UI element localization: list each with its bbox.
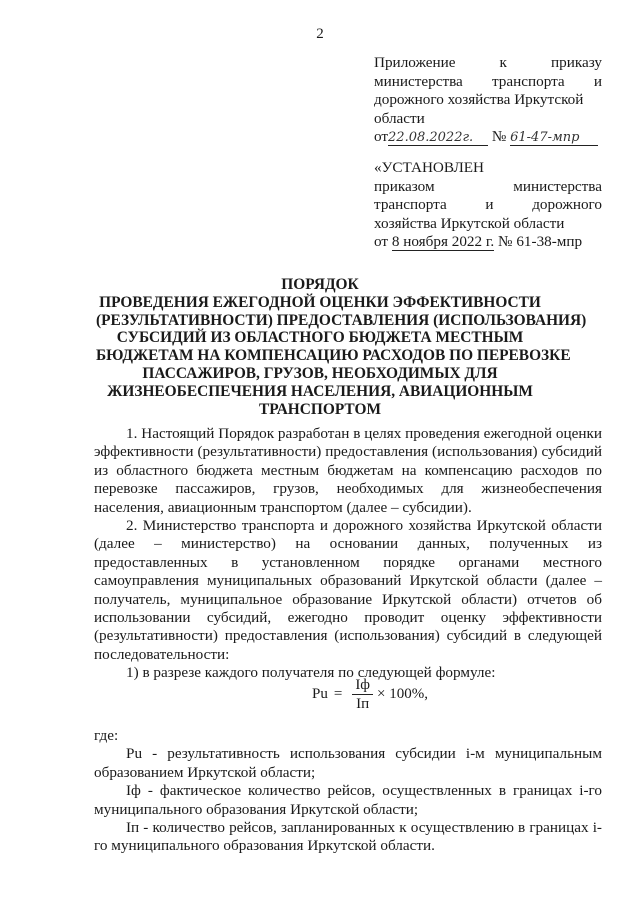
approved-line-1: «УСТАНОВЛЕН (374, 159, 484, 176)
formula-numerator: Iф (352, 676, 373, 695)
title-line: (РЕЗУЛЬТАТИВНОСТИ) ПРЕДОСТАВЛЕНИЯ (ИСПОЛЬЗОВАНИЯ) (96, 311, 587, 329)
title-line: ПРОВЕДЕНИЯ ЕЖЕГОДНОЙ ОЦЕНКИ ЭФФЕКТИВНОСТИ (99, 293, 541, 311)
handwritten-number: 61-47-мпр (510, 130, 598, 146)
appendix-line-3: дорожного хозяйства Иркутской (374, 91, 584, 109)
title-line: ЖИЗНЕОБЕСПЕЧЕНИЯ НАСЕЛЕНИЯ, АВИАЦИОННЫМ (107, 382, 533, 400)
approved-word: дорожного (532, 196, 602, 214)
paragraph-3: 1) в разрезе каждого получателя по следующей формуле: (126, 664, 496, 682)
appendix-date-prefix: от (374, 128, 389, 146)
approved-date-prefix: от (374, 233, 389, 251)
approved-number: № 61-38-мпр (498, 233, 583, 251)
formula-lhs: Pu (312, 686, 328, 702)
formula-comma: , (424, 686, 428, 702)
document-title (96, 276, 587, 418)
approved-date: 8 ноября 2022 г. (391, 233, 495, 251)
appendix-line-1 (374, 54, 602, 73)
appendix-word: к (499, 54, 507, 71)
appendix-word: министерства (374, 72, 463, 90)
appendix-word: приказу (550, 54, 602, 71)
approved-word: транспорта (374, 196, 447, 214)
formula-fraction (352, 676, 373, 713)
appendix-word: и (593, 72, 602, 90)
efficiency-formula (312, 676, 428, 713)
where-label: где: (94, 727, 119, 744)
approved-word: министерства (513, 177, 602, 195)
formula-denominator: Iп (356, 696, 370, 712)
formula-equals: = (333, 686, 343, 702)
approved-line-2 (374, 178, 602, 197)
approved-line-3 (374, 196, 602, 215)
title-line: СУБСИДИЙ ИЗ ОБЛАСТНОГО БЮДЖЕТА МЕСТНЫМ (116, 329, 524, 347)
approved-word: приказом (374, 177, 435, 195)
definition-pu: Pu - результативность использования субсидии i-м муниципальным образованием Иркутской области; (94, 745, 602, 781)
title-line: ТРАНСПОРТОМ (259, 400, 381, 418)
formula-multiplier: × 100% (377, 686, 425, 702)
handwritten-date: 22.08.2022г. (388, 130, 488, 146)
title-line: БЮДЖЕТАМ НА КОМПЕНСАЦИЮ РАСХОДОВ ПО ПЕРЕВОЗКЕ (96, 347, 571, 365)
title-line: ПАССАЖИРОВ, ГРУЗОВ, НЕОБХОДИМЫХ ДЛЯ (142, 364, 498, 382)
approved-line-5 (374, 233, 602, 252)
definition-ip: Iп - количество рейсов, запланированных к осуществлению в границах i-го муниципального образования Иркутской области. (94, 819, 602, 855)
formula-definitions (94, 727, 602, 856)
appendix-header (374, 54, 602, 147)
approved-word: и (485, 196, 494, 214)
paragraph-1: 1. Настоящий Порядок разработан в целях проведения ежегодной оценки эффективности (результативности) предоставления (использования) субсидий из областного бюджета местным бюджетам на компенсацию расходов по перевозке пассажиров, грузов, необходимых для жизнеобеспечения населения, авиационным транспортом (далее – субсидии). (94, 425, 602, 516)
approved-line-4: хозяйства Иркутской области (374, 214, 565, 232)
definition-if: Iф - фактическое количество рейсов, осуществленных в границах i-го муниципального образования Иркутской области; (94, 782, 602, 818)
appendix-word: Приложение (374, 54, 456, 71)
body-text (94, 425, 602, 683)
appendix-num-prefix: № (491, 128, 507, 146)
appendix-line-2 (374, 73, 602, 92)
approved-block (374, 159, 602, 252)
paragraph-2: 2. Министерство транспорта и дорожного хозяйства Иркутской области (далее – министерство) на основании данных, полученных из предоставленных в установленном порядке органами местного самоуправления муниципальных образований Иркутской области (далее – получатель, муниципальное образование Иркутской области) отчетов об использовании субсидий, ежегодно проводит оценку эффективности (результативности) предоставления (использования) субсидий в следующей последовательности: (94, 517, 602, 663)
title-line: ПОРЯДОК (281, 276, 359, 293)
appendix-word: транспорта (491, 72, 565, 90)
appendix-line-4: области (374, 109, 425, 127)
appendix-date-line (374, 128, 602, 147)
page-number: 2 (316, 26, 324, 42)
